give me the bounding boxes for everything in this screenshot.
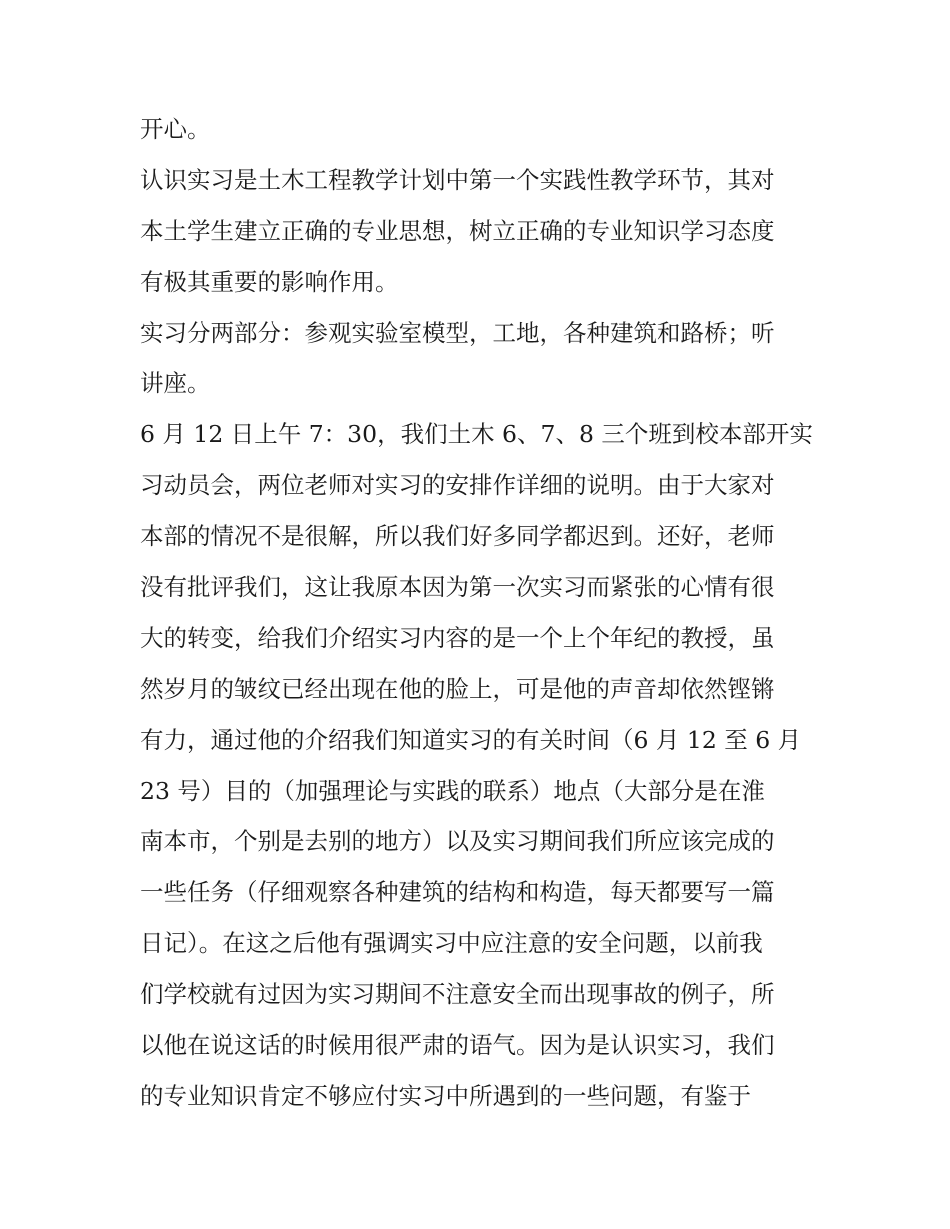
text-line: 23 号）目的（加强理论与实践的联系）地点（大部分是在淮 — [140, 776, 765, 805]
text-line: 有极其重要的影响作用。 — [140, 267, 399, 296]
text-line: 们学校就有过因为实习期间不注意安全而出现事故的例子，所 — [140, 980, 775, 1009]
text-line: 6 月 12 日上午 7：30，我们土木 6、7、8 三个班到校本部开实 — [140, 420, 813, 449]
text-line: 大的转变，给我们介绍实习内容的是一个上个年纪的教授，虽 — [140, 623, 775, 652]
text-line: 没有批评我们，这让我原本因为第一次实习而紧张的心情有很 — [140, 573, 775, 602]
text-line: 实习分两部分：参观实验室模型，工地，各种建筑和路桥；听 — [140, 318, 775, 347]
text-line: 开心。 — [140, 115, 211, 143]
text-line: 本土学生建立正确的专业思想，树立正确的专业知识学习态度 — [140, 216, 775, 245]
text-line: 本部的情况不是很解，所以我们好多同学都迟到。还好，老师 — [140, 522, 775, 551]
text-line: 讲座。 — [140, 369, 211, 398]
text-line: 有力，通过他的介绍我们知道实习的有关时间（6 月 12 至 6 月 — [140, 725, 802, 754]
text-line: 习动员会，两位老师对实习的安排作详细的说明。由于大家对 — [140, 471, 775, 500]
text-line: 日记）。在这之后他有强调实习中应注意的安全问题，以前我 — [140, 929, 763, 958]
text-line: 的专业知识肯定不够应付实习中所遇到的一些问题，有鉴于 — [140, 1081, 751, 1110]
text-line: 认识实习是土木工程教学计划中第一个实践性教学环节，其对 — [140, 165, 775, 194]
text-line: 以他在说这话的时候用很严肃的语气。因为是认识实习，我们 — [140, 1031, 775, 1060]
text-line: 然岁月的皱纹已经出现在他的脸上，可是他的声音却依然铿锵 — [140, 674, 775, 703]
document-body — [140, 104, 820, 1122]
text-line: 一些任务（仔细观察各种建筑的结构和构造，每天都要写一篇 — [140, 878, 775, 907]
text-line: 南本市，个别是去别的地方）以及实习期间我们所应该完成的 — [140, 827, 775, 856]
